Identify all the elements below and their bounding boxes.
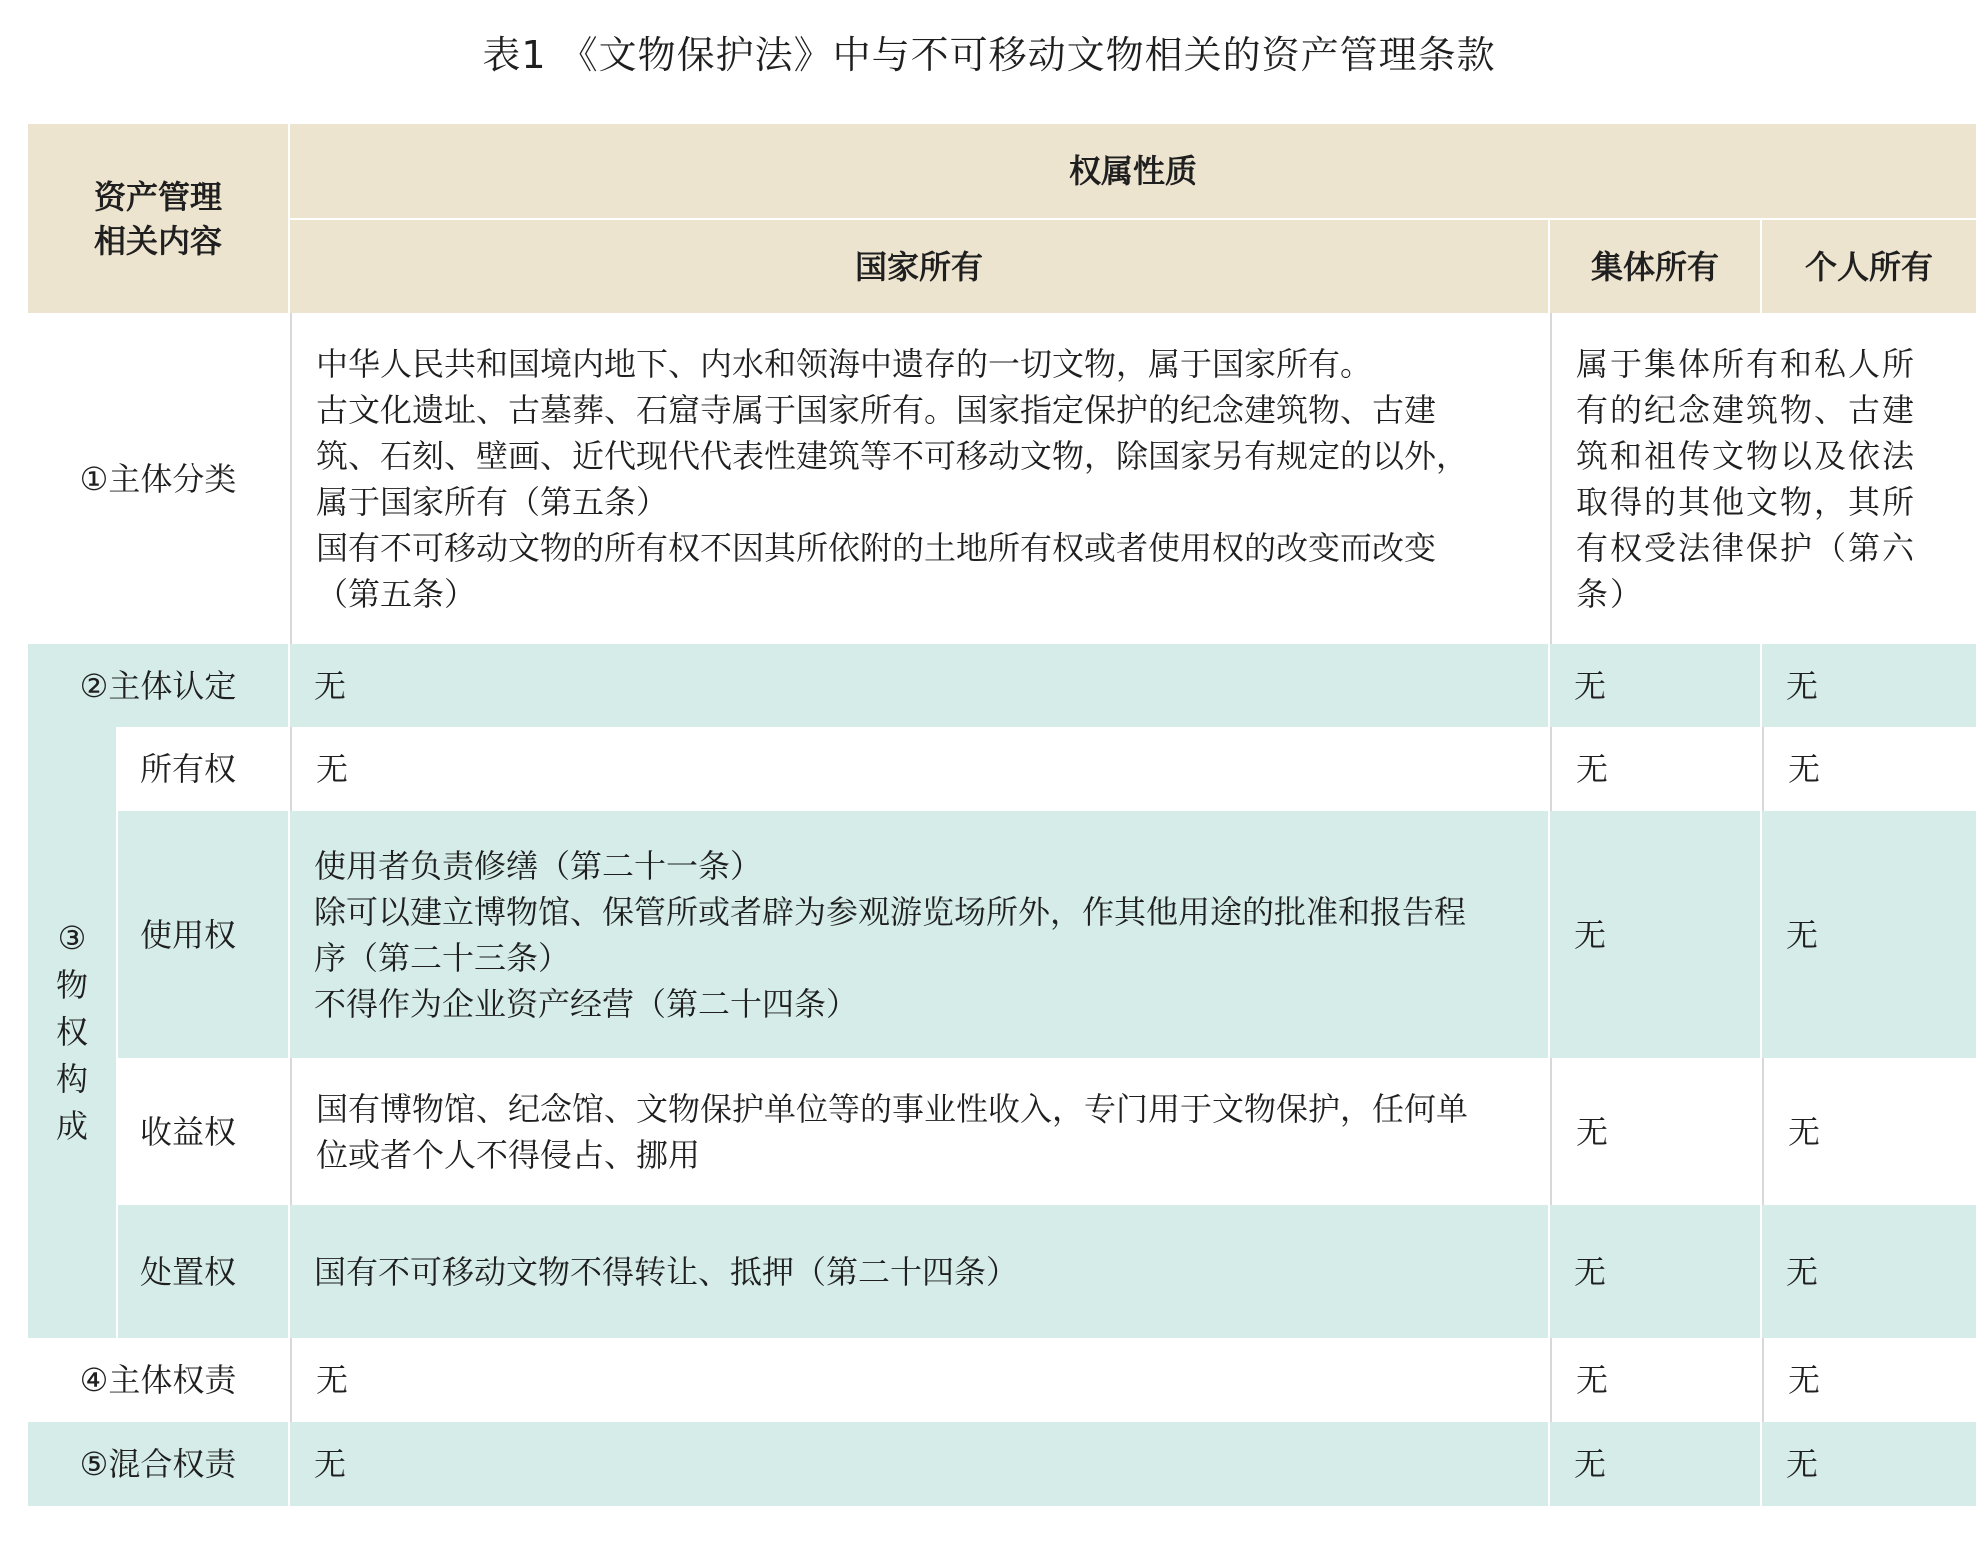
- cell-subject-classification-state: [290, 313, 1548, 644]
- cell-subject-identification-state: 无: [290, 644, 1548, 727]
- table-title: 表1 《文物保护法》中与不可移动文物相关的资产管理条款: [482, 33, 1496, 77]
- cell-disposal-right-collective: 无: [1550, 1205, 1760, 1338]
- cell-ownership-private: 无: [1762, 727, 1976, 811]
- text-line: 序（第二十三条）: [314, 938, 571, 977]
- cell-mixed-rights-duties-state: 无: [290, 1422, 1548, 1506]
- row-label-ownership: 所有权: [118, 727, 288, 811]
- row-group-label-property-rights: [28, 727, 116, 1338]
- cell-mixed-rights-duties-private: 无: [1762, 1422, 1976, 1506]
- cell-subject-identification-collective: 无: [1550, 644, 1760, 727]
- cell-subject-rights-duties-collective: 无: [1550, 1338, 1760, 1422]
- cell-use-right-state: [290, 811, 1548, 1058]
- cell-subject-rights-duties-state: 无: [290, 1338, 1548, 1422]
- text-line: 筑、石刻、壁画、近代现代代表性建筑等不可移动文物，除国家另有规定的以外，: [316, 436, 1469, 475]
- cell-use-right-private: 无: [1762, 811, 1976, 1058]
- cell-subject-classification-collective-private: [1550, 313, 1976, 644]
- text-line: 不得作为企业资产经营（第二十四条）: [314, 984, 859, 1023]
- text-line: 位或者个人不得侵占、挪用: [316, 1135, 701, 1174]
- header-row-label-line2: 相关内容: [93, 221, 222, 260]
- header-ownership-group: 权属性质: [290, 124, 1976, 220]
- row-label-use-right: 使用权: [118, 811, 288, 1058]
- row-label-mixed-rights-duties: ⑤混合权责: [28, 1422, 288, 1506]
- text-line: 条）: [1576, 574, 1645, 613]
- text-line: 国有不可移动文物的所有权不因其所依附的土地所有权或者使用权的改变而改变: [316, 528, 1437, 567]
- cell-ownership-state: 无: [290, 727, 1548, 811]
- text-line: （第五条）: [316, 574, 477, 613]
- text-line: 中华人民共和国境内地下、内水和领海中遗存的一切文物，属于国家所有。: [316, 344, 1373, 383]
- group-label-char: 物: [55, 966, 88, 1004]
- row-label-disposal-right: 处置权: [118, 1205, 288, 1338]
- text-line: 除可以建立博物馆、保管所或者辟为参观游览场所外，作其他用途的批准和报告程: [314, 892, 1467, 931]
- cell-income-right-private: 无: [1762, 1058, 1976, 1205]
- text-line: 筑和祖传文物以及依法: [1576, 436, 1917, 475]
- text-line: 属于集体所有和私人所: [1576, 344, 1917, 383]
- cell-income-right-state: [290, 1058, 1548, 1205]
- cell-subject-rights-duties-private: 无: [1762, 1338, 1976, 1422]
- header-row-label-line1: 资产管理: [93, 177, 222, 216]
- group-label-char: 构: [55, 1060, 88, 1098]
- cell-income-right-collective: 无: [1550, 1058, 1760, 1205]
- row-label-subject-classification: ①主体分类: [28, 313, 288, 644]
- group-label-char: 权: [55, 1013, 88, 1051]
- cell-mixed-rights-duties-collective: 无: [1550, 1422, 1760, 1506]
- cell-subject-identification-private: 无: [1762, 644, 1976, 727]
- text-line: 属于国家所有（第五条）: [316, 482, 669, 521]
- header-col-collective: 集体所有: [1550, 220, 1760, 313]
- group-label-char: ③: [57, 919, 87, 957]
- row-label-subject-identification: ②主体认定: [28, 644, 288, 727]
- row-label-income-right: 收益权: [118, 1058, 288, 1205]
- cell-disposal-right-state: 国有不可移动文物不得转让、抵押（第二十四条）: [290, 1205, 1548, 1338]
- cell-disposal-right-private: 无: [1762, 1205, 1976, 1338]
- text-line: 有的纪念建筑物、古建: [1576, 390, 1917, 429]
- group-label-char: 成: [55, 1107, 88, 1145]
- cell-ownership-collective: 无: [1550, 727, 1760, 811]
- cell-use-right-collective: 无: [1550, 811, 1760, 1058]
- text-line: 国有博物馆、纪念馆、文物保护单位等的事业性收入，专门用于文物保护，任何单: [316, 1089, 1469, 1128]
- text-line: 有权受法律保护（第六: [1576, 528, 1917, 567]
- text-line: 使用者负责修缮（第二十一条）: [314, 846, 763, 885]
- header-row-label: [28, 124, 288, 313]
- header-col-private: 个人所有: [1762, 220, 1976, 313]
- asset-management-table: [28, 124, 1978, 1506]
- row-label-subject-rights-duties: ④主体权责: [28, 1338, 288, 1422]
- text-line: 取得的其他文物，其所: [1576, 482, 1917, 521]
- text-line: 古文化遗址、古墓葬、石窟寺属于国家所有。国家指定保护的纪念建筑物、古建: [316, 390, 1437, 429]
- header-col-state: 国家所有: [290, 220, 1548, 313]
